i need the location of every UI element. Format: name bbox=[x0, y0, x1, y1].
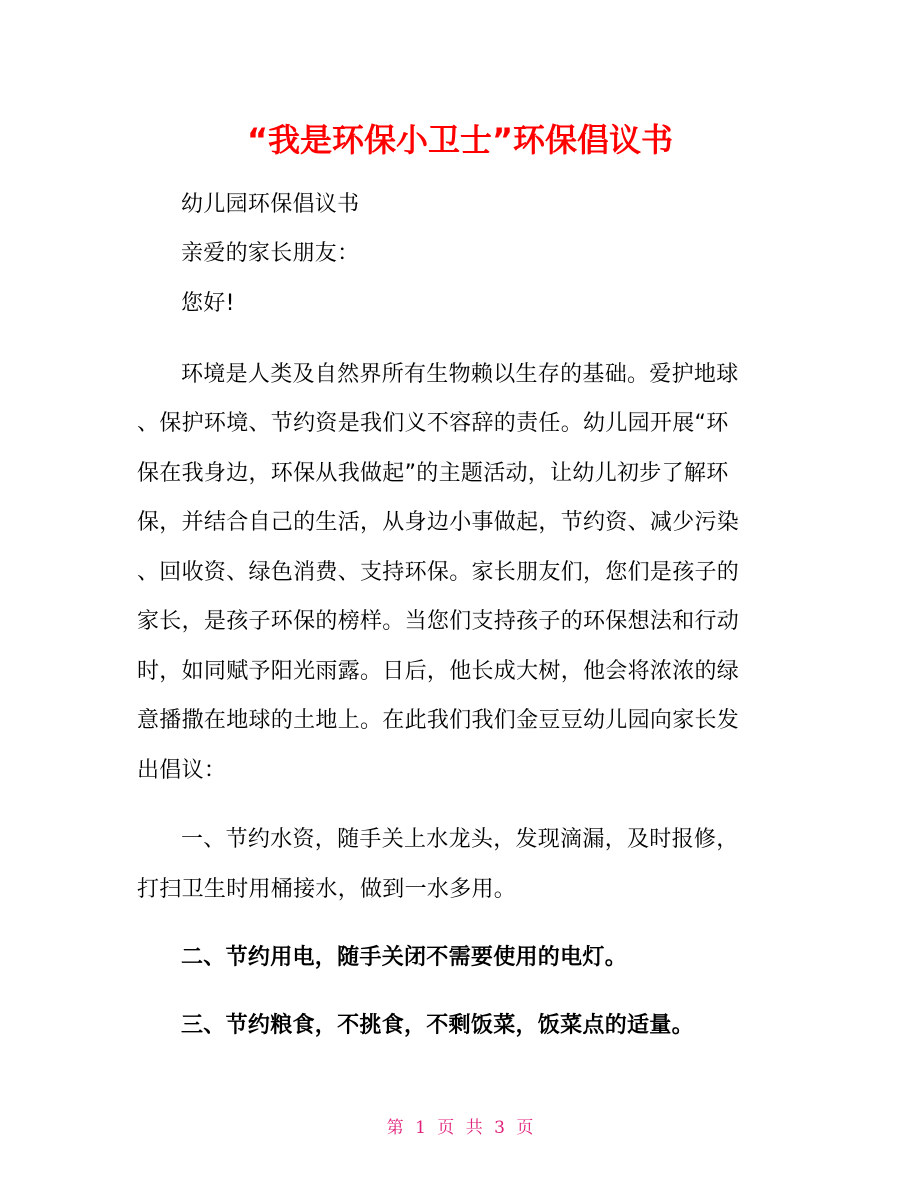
body-line: 出倡议： bbox=[137, 758, 227, 783]
body-line: 时，如同赋予阳光雨露。日后，他长成大树，他会将浓浓的绿 bbox=[137, 659, 740, 684]
body-line: 家长，是孩子环保的榜样。当您们支持孩子的环保想法和行动 bbox=[137, 609, 740, 634]
proposal-item-3: 三、节约粮食，不挑食，不剩饭菜，饭菜点的适量。 bbox=[181, 1013, 694, 1038]
hello: 您好! bbox=[181, 291, 235, 316]
subtitle: 幼儿园环保倡议书 bbox=[181, 192, 360, 217]
body-line: 、保护环境、节约资是我们义不容辞的责任。幼儿园开展“环 bbox=[137, 411, 729, 436]
page-number: 第 1 页 共 3 页 bbox=[386, 1118, 534, 1138]
body-line: 保，并结合自己的生活，从身边小事做起，节约资、减少污染 bbox=[137, 510, 740, 535]
body-line: 保在我身边，环保从我做起”的主题活动，让幼儿初步了解环 bbox=[137, 461, 729, 486]
item-line: 打扫卫生时用桶接水，做到一水多用。 bbox=[137, 877, 517, 902]
document-title: “我是环保小卫士”环保倡议书 bbox=[246, 121, 674, 159]
body-line: 、回收资、绿色消费、支持环保。家长朋友们，您们是孩子的 bbox=[137, 560, 740, 585]
body-line: 意播撒在地球的土地上。在此我们我们金豆豆幼儿园向家长发 bbox=[137, 708, 740, 733]
proposal-item-2: 二、节约用电，随手关闭不需要使用的电灯。 bbox=[181, 945, 628, 970]
greeting: 亲爱的家长朋友： bbox=[181, 241, 360, 266]
item-line: 一、节约水资，随手关上水龙头，发现滴漏，及时报修， bbox=[181, 827, 739, 852]
body-line: 环境是人类及自然界所有生物赖以生存的基础。爱护地球 bbox=[181, 362, 739, 387]
